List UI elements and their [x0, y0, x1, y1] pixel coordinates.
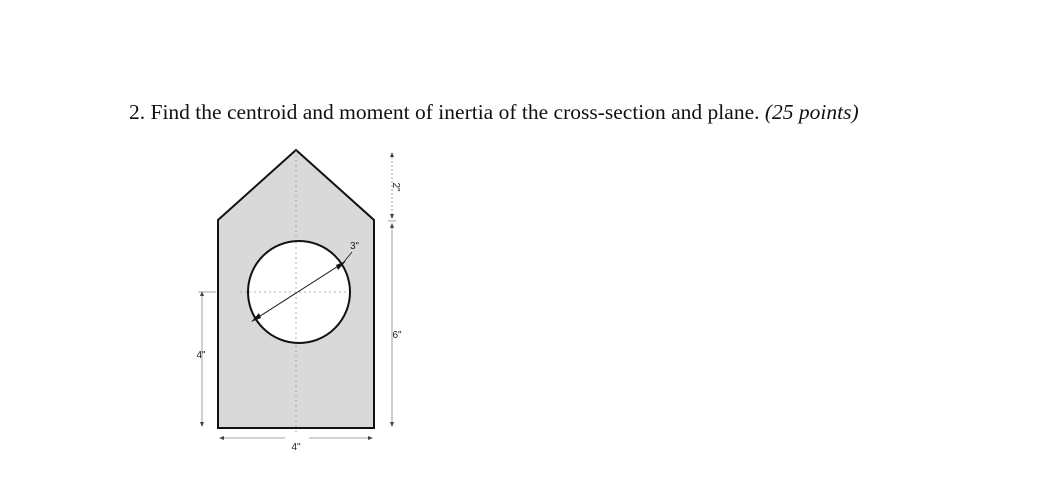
hole-diameter-label: 3" [350, 241, 360, 252]
peak-height-arrow-bottom [390, 214, 394, 219]
base-width-arrow-left [219, 436, 224, 440]
right-height-arrow-bottom [390, 422, 394, 427]
peak-height-arrow-top [390, 152, 394, 157]
peak-height-label: 2" [390, 182, 401, 192]
base-width-label: 4" [291, 442, 301, 453]
question-statement: 2. Find the centroid and moment of inertia of the cross-section and plane. [129, 100, 760, 124]
left-height-label: 4" [196, 350, 206, 361]
left-height-arrow-bottom [200, 422, 204, 427]
question-points: (25 points) [764, 100, 859, 124]
base-width-arrow-right [368, 436, 373, 440]
right-height-label: 6" [392, 330, 402, 341]
right-height-arrow-top [390, 223, 394, 228]
